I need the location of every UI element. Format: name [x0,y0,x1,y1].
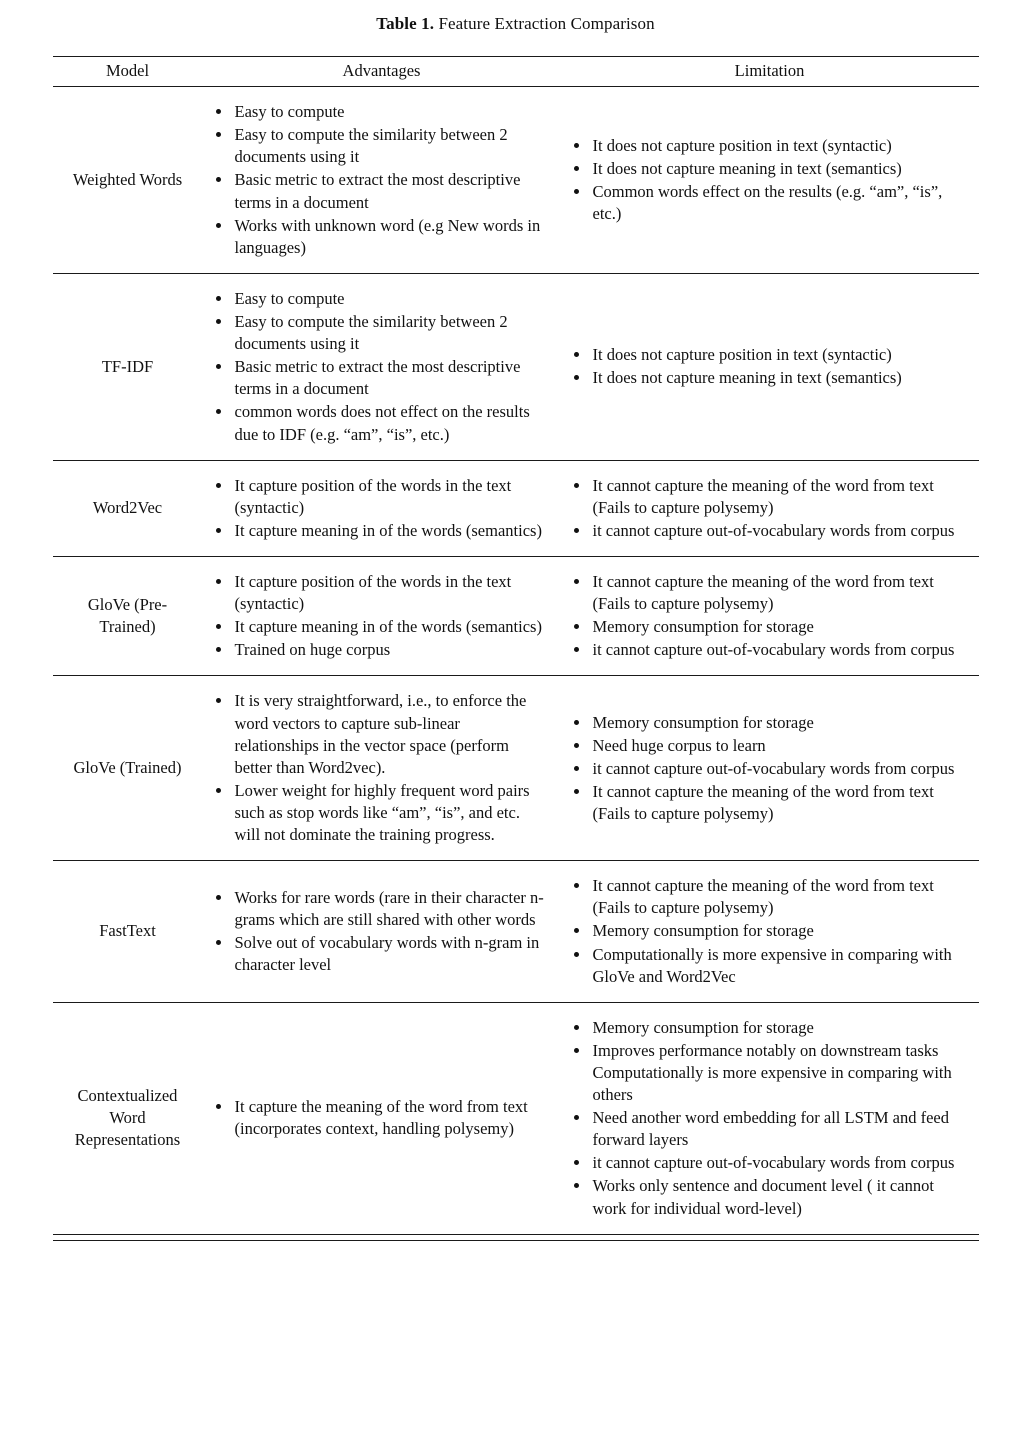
bullet-list [203,887,551,976]
bullet-item: • It capture position of the words in the text (syntactic) [233,475,547,519]
limitations-cell [561,676,979,861]
bullet-list [203,101,551,259]
table-row [53,460,979,556]
bullet-list [203,571,551,661]
advantages-cell [203,676,561,861]
bullet-list [203,1096,551,1140]
bullet-item: • It cannot capture the meaning of the word from text (Fails to capture polysemy) [591,875,965,919]
bullet-list [561,344,969,389]
table-row [53,273,979,460]
bullet-item: • Works only sentence and document level ( it cannot work for individual word-level) [591,1175,965,1219]
table-row [53,87,979,274]
model-name: Contextualized Word Representations [74,1086,181,1150]
table-body [53,87,979,1235]
bullet-item: • it cannot capture out-of-vocabulary words from corpus [591,758,965,780]
model-name: GloVe (Trained) [73,758,182,778]
model-name: FastText [99,921,156,941]
bullet-item: • Basic metric to extract the most descriptive terms in a document [233,356,547,400]
limitations-cell [561,556,979,675]
bullet-item: • Computationally is more expensive in comparing with GloVe and Word2Vec [591,944,965,988]
limitations-cell [561,273,979,460]
column-header-limitation: Limitation [734,61,805,80]
bullet-item: • It capture the meaning of the word from text (incorporates context, handling polysemy) [233,1096,547,1140]
model-name: TF-IDF [101,356,154,376]
bullet-item: • Solve out of vocabulary words with n-gram in character level [233,932,547,976]
table-row [53,556,979,675]
bullet-list [561,712,969,826]
bullet-list [203,288,551,446]
bullet-item: • Basic metric to extract the most descriptive terms in a document [233,169,547,213]
bullet-item: • It does not capture position in text (syntactic) [591,135,965,157]
bullet-item: • Trained on huge corpus [233,639,547,661]
advantages-cell [203,861,561,1003]
table-container [53,56,979,1241]
bullet-item: • it cannot capture out-of-vocabulary words from corpus [591,520,965,542]
table-row [53,1002,979,1234]
bullet-item: • Works for rare words (rare in their character n-grams which are still shared with other words [233,887,547,931]
bullet-list [561,475,969,542]
feature-extraction-comparison-table [53,56,979,1235]
limitations-cell [561,87,979,274]
bullet-item: • Works with unknown word (e.g New words in languages) [233,215,547,259]
bullet-item: • Need another word embedding for all LSTM and feed forward layers [591,1107,965,1151]
advantages-cell [203,556,561,675]
bullet-item: • It does not capture meaning in text (semantics) [591,158,965,180]
table-header [53,57,979,87]
bullet-item: • Memory consumption for storage [591,712,965,734]
bullet-list [561,875,969,988]
bullet-item: • Need huge corpus to learn [591,735,965,757]
bullet-item: • It cannot capture the meaning of the word from text (Fails to capture polysemy) [591,571,965,615]
bullet-list [203,475,551,542]
table-caption-label: Table 1. [376,14,435,33]
model-name: Word2Vec [92,498,163,518]
bullet-item: • Easy to compute the similarity between 2 documents using it [233,124,547,168]
table-row [53,861,979,1003]
bullet-item: • common words does not effect on the results due to IDF (e.g. “am”, “is”, etc.) [233,401,547,445]
bullet-item: • it cannot capture out-of-vocabulary words from corpus [591,1152,965,1174]
bullet-item: • Easy to compute the similarity between 2 documents using it [233,311,547,355]
bullet-item: • Improves performance notably on downstream tasks Computationally is more expensive in comparing with others [591,1040,965,1106]
bullet-item: • It capture position of the words in the text (syntactic) [233,571,547,615]
table-caption [0,14,1031,34]
bullet-item: • It cannot capture the meaning of the word from text (Fails to capture polysemy) [591,475,965,519]
bullet-list [561,571,969,661]
bullet-list [203,690,551,846]
bullet-item: • Common words effect on the results (e.g. “am”, “is”, etc.) [591,181,965,225]
table-header-row [53,57,979,87]
bullet-item: • it cannot capture out-of-vocabulary words from corpus [591,639,965,661]
bullet-item: • Memory consumption for storage [591,616,965,638]
bullet-item: • It capture meaning in of the words (semantics) [233,616,547,638]
limitations-cell [561,460,979,556]
limitations-cell [561,861,979,1003]
bullet-list [561,135,969,225]
advantages-cell [203,1002,561,1234]
bullet-item: • It cannot capture the meaning of the word from text (Fails to capture polysemy) [591,781,965,825]
bullet-item: • Memory consumption for storage [591,1017,965,1039]
table-caption-text: Feature Extraction Comparison [438,14,655,33]
bullet-item: • Memory consumption for storage [591,920,965,942]
bullet-item: • It does not capture meaning in text (semantics) [591,367,965,389]
advantages-cell [203,87,561,274]
bullet-item: • It does not capture position in text (syntactic) [591,344,965,366]
bullet-item: • It is very straightforward, i.e., to enforce the word vectors to capture sub-linear relationships in the vector space (perform better than Word2vec). [233,690,547,778]
table-row [53,676,979,861]
table-bottom-rule [53,1240,979,1241]
column-header-advantages: Advantages [342,61,421,80]
bullet-item: • Easy to compute [233,101,547,123]
bullet-item: • Easy to compute [233,288,547,310]
bullet-item: • Lower weight for highly frequent word pairs such as stop words like “am”, “is”, and etc. will not dominate the training progress. [233,780,547,846]
advantages-cell [203,273,561,460]
limitations-cell [561,1002,979,1234]
bullet-item: • It capture meaning in of the words (semantics) [233,520,547,542]
model-name: Weighted Words [72,169,183,189]
advantages-cell [203,460,561,556]
bullet-list [561,1017,969,1220]
model-name: GloVe (Pre-Trained) [87,595,168,637]
column-header-model: Model [105,61,150,80]
